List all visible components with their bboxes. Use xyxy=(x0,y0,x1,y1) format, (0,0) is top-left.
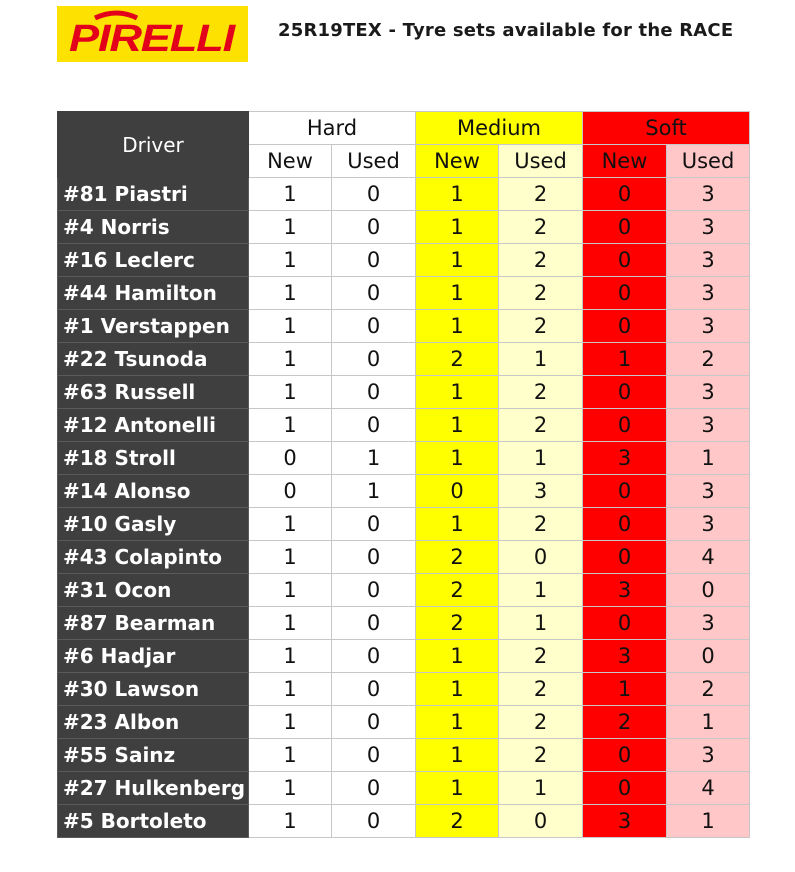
soft-new-cell: 3 xyxy=(583,805,667,838)
hard-used-cell: 0 xyxy=(332,640,416,673)
medium-used-cell: 1 xyxy=(499,343,583,376)
medium-new-cell: 1 xyxy=(416,178,499,211)
driver-name-cell: #6 Hadjar xyxy=(58,640,249,673)
hard-used-cell: 0 xyxy=(332,211,416,244)
pirelli-logo-text: PIRELLI xyxy=(69,18,237,60)
soft-used-cell: 2 xyxy=(667,673,750,706)
driver-name-cell: #14 Alonso xyxy=(58,475,249,508)
driver-name-cell: #55 Sainz xyxy=(58,739,249,772)
medium-used-cell: 1 xyxy=(499,772,583,805)
hard-new-cell: 1 xyxy=(249,508,332,541)
soft-used-cell: 4 xyxy=(667,541,750,574)
medium-new-cell: 0 xyxy=(416,475,499,508)
soft-new-cell: 0 xyxy=(583,277,667,310)
medium-new-cell: 1 xyxy=(416,277,499,310)
hard-new-cell: 1 xyxy=(249,673,332,706)
medium-new-cell: 1 xyxy=(416,673,499,706)
soft-new-cell: 2 xyxy=(583,706,667,739)
hard-used-cell: 0 xyxy=(332,607,416,640)
hard-new-header: New xyxy=(249,145,332,178)
hard-used-cell: 0 xyxy=(332,244,416,277)
driver-name-cell: #12 Antonelli xyxy=(58,409,249,442)
soft-used-cell: 3 xyxy=(667,310,750,343)
medium-new-cell: 1 xyxy=(416,772,499,805)
medium-new-cell: 2 xyxy=(416,805,499,838)
hard-used-cell: 1 xyxy=(332,475,416,508)
hard-used-cell: 0 xyxy=(332,310,416,343)
soft-used-cell: 3 xyxy=(667,211,750,244)
medium-used-cell: 2 xyxy=(499,244,583,277)
hard-used-cell: 0 xyxy=(332,673,416,706)
medium-used-cell: 2 xyxy=(499,376,583,409)
soft-used-cell: 3 xyxy=(667,409,750,442)
driver-name-cell: #30 Lawson xyxy=(58,673,249,706)
hard-used-cell: 0 xyxy=(332,805,416,838)
table-row xyxy=(58,739,750,772)
medium-used-cell: 2 xyxy=(499,706,583,739)
table-row xyxy=(58,772,750,805)
table-row xyxy=(58,541,750,574)
hard-new-cell: 1 xyxy=(249,706,332,739)
soft-used-cell: 2 xyxy=(667,343,750,376)
medium-new-cell: 1 xyxy=(416,508,499,541)
soft-used-cell: 0 xyxy=(667,574,750,607)
soft-used-cell: 3 xyxy=(667,475,750,508)
driver-name-cell: #31 Ocon xyxy=(58,574,249,607)
driver-name-cell: #27 Hulkenberg xyxy=(58,772,249,805)
hard-used-cell: 0 xyxy=(332,409,416,442)
hard-new-cell: 1 xyxy=(249,541,332,574)
hard-new-cell: 1 xyxy=(249,607,332,640)
medium-new-cell: 2 xyxy=(416,607,499,640)
driver-column-header: Driver xyxy=(58,112,249,178)
soft-new-cell: 0 xyxy=(583,475,667,508)
medium-used-cell: 0 xyxy=(499,805,583,838)
hard-new-cell: 1 xyxy=(249,805,332,838)
medium-new-cell: 1 xyxy=(416,211,499,244)
table-row xyxy=(58,640,750,673)
hard-new-cell: 1 xyxy=(249,310,332,343)
driver-name-cell: #16 Leclerc xyxy=(58,244,249,277)
medium-used-cell: 2 xyxy=(499,640,583,673)
table-row xyxy=(58,376,750,409)
hard-used-cell: 0 xyxy=(332,343,416,376)
pirelli-logo-mark xyxy=(57,6,248,62)
hard-used-cell: 0 xyxy=(332,574,416,607)
hard-used-cell: 0 xyxy=(332,772,416,805)
medium-new-cell: 1 xyxy=(416,640,499,673)
table-row xyxy=(58,343,750,376)
hard-new-cell: 1 xyxy=(249,772,332,805)
soft-new-cell: 1 xyxy=(583,343,667,376)
pirelli-logo xyxy=(57,6,248,62)
hard-new-cell: 1 xyxy=(249,739,332,772)
page-title: 25R19TEX - Tyre sets available for the RACE xyxy=(278,20,734,41)
soft-new-cell: 0 xyxy=(583,211,667,244)
soft-used-cell: 3 xyxy=(667,277,750,310)
medium-new-cell: 2 xyxy=(416,574,499,607)
hard-used-cell: 0 xyxy=(332,376,416,409)
hard-used-cell: 0 xyxy=(332,706,416,739)
driver-name-cell: #43 Colapinto xyxy=(58,541,249,574)
driver-name-cell: #23 Albon xyxy=(58,706,249,739)
soft-used-cell: 3 xyxy=(667,178,750,211)
table-row xyxy=(58,178,750,211)
hard-new-cell: 1 xyxy=(249,178,332,211)
soft-new-cell: 0 xyxy=(583,409,667,442)
soft-group-header: Soft xyxy=(583,112,750,145)
soft-used-cell: 3 xyxy=(667,376,750,409)
medium-used-header: Used xyxy=(499,145,583,178)
soft-new-header: New xyxy=(583,145,667,178)
medium-used-cell: 1 xyxy=(499,574,583,607)
hard-used-cell: 0 xyxy=(332,541,416,574)
hard-used-header: Used xyxy=(332,145,416,178)
medium-new-cell: 1 xyxy=(416,376,499,409)
soft-used-cell: 3 xyxy=(667,739,750,772)
soft-new-cell: 0 xyxy=(583,607,667,640)
table-row xyxy=(58,442,750,475)
table-row xyxy=(58,673,750,706)
soft-used-cell: 1 xyxy=(667,442,750,475)
medium-new-header: New xyxy=(416,145,499,178)
soft-used-header: Used xyxy=(667,145,750,178)
medium-used-cell: 1 xyxy=(499,442,583,475)
table-row xyxy=(58,211,750,244)
soft-new-cell: 0 xyxy=(583,508,667,541)
soft-used-cell: 1 xyxy=(667,706,750,739)
hard-new-cell: 1 xyxy=(249,376,332,409)
hard-used-cell: 0 xyxy=(332,178,416,211)
table-row xyxy=(58,310,750,343)
driver-name-cell: #22 Tsunoda xyxy=(58,343,249,376)
medium-used-cell: 2 xyxy=(499,673,583,706)
medium-used-cell: 2 xyxy=(499,508,583,541)
hard-used-cell: 0 xyxy=(332,508,416,541)
hard-group-header: Hard xyxy=(249,112,416,145)
table-row xyxy=(58,475,750,508)
soft-used-cell: 4 xyxy=(667,772,750,805)
soft-new-cell: 0 xyxy=(583,244,667,277)
soft-new-cell: 0 xyxy=(583,739,667,772)
driver-name-cell: #4 Norris xyxy=(58,211,249,244)
soft-new-cell: 1 xyxy=(583,673,667,706)
driver-name-cell: #81 Piastri xyxy=(58,178,249,211)
table-row xyxy=(58,409,750,442)
hard-new-cell: 1 xyxy=(249,277,332,310)
soft-used-cell: 3 xyxy=(667,244,750,277)
hard-new-cell: 1 xyxy=(249,640,332,673)
soft-used-cell: 3 xyxy=(667,508,750,541)
table-row xyxy=(58,244,750,277)
hard-used-cell: 0 xyxy=(332,277,416,310)
medium-used-cell: 2 xyxy=(499,178,583,211)
hard-new-cell: 1 xyxy=(249,244,332,277)
hard-new-cell: 0 xyxy=(249,442,332,475)
medium-new-cell: 1 xyxy=(416,310,499,343)
hard-new-cell: 1 xyxy=(249,409,332,442)
medium-used-cell: 2 xyxy=(499,277,583,310)
soft-new-cell: 0 xyxy=(583,376,667,409)
medium-group-header: Medium xyxy=(416,112,583,145)
medium-new-cell: 1 xyxy=(416,409,499,442)
medium-new-cell: 2 xyxy=(416,541,499,574)
table-row xyxy=(58,277,750,310)
medium-used-cell: 2 xyxy=(499,739,583,772)
soft-used-cell: 3 xyxy=(667,607,750,640)
table-row xyxy=(58,508,750,541)
medium-used-cell: 2 xyxy=(499,310,583,343)
soft-new-cell: 0 xyxy=(583,772,667,805)
tyre-sets-table xyxy=(57,111,750,838)
medium-new-cell: 1 xyxy=(416,244,499,277)
hard-new-cell: 1 xyxy=(249,574,332,607)
medium-new-cell: 1 xyxy=(416,442,499,475)
soft-new-cell: 3 xyxy=(583,640,667,673)
table-row xyxy=(58,607,750,640)
hard-new-cell: 1 xyxy=(249,211,332,244)
driver-name-cell: #87 Bearman xyxy=(58,607,249,640)
medium-new-cell: 1 xyxy=(416,739,499,772)
soft-used-cell: 0 xyxy=(667,640,750,673)
soft-new-cell: 0 xyxy=(583,310,667,343)
medium-used-cell: 1 xyxy=(499,607,583,640)
driver-name-cell: #63 Russell xyxy=(58,376,249,409)
hard-new-cell: 1 xyxy=(249,343,332,376)
driver-name-cell: #18 Stroll xyxy=(58,442,249,475)
hard-used-cell: 1 xyxy=(332,442,416,475)
table-row xyxy=(58,805,750,838)
medium-used-cell: 0 xyxy=(499,541,583,574)
soft-new-cell: 3 xyxy=(583,442,667,475)
driver-name-cell: #5 Bortoleto xyxy=(58,805,249,838)
table-row xyxy=(58,574,750,607)
driver-name-cell: #44 Hamilton xyxy=(58,277,249,310)
medium-used-cell: 2 xyxy=(499,211,583,244)
soft-used-cell: 1 xyxy=(667,805,750,838)
soft-new-cell: 0 xyxy=(583,178,667,211)
medium-used-cell: 3 xyxy=(499,475,583,508)
hard-new-cell: 0 xyxy=(249,475,332,508)
driver-name-cell: #10 Gasly xyxy=(58,508,249,541)
hard-used-cell: 0 xyxy=(332,739,416,772)
medium-new-cell: 1 xyxy=(416,706,499,739)
medium-new-cell: 2 xyxy=(416,343,499,376)
soft-new-cell: 0 xyxy=(583,541,667,574)
soft-new-cell: 3 xyxy=(583,574,667,607)
driver-name-cell: #1 Verstappen xyxy=(58,310,249,343)
medium-used-cell: 2 xyxy=(499,409,583,442)
table-row xyxy=(58,706,750,739)
